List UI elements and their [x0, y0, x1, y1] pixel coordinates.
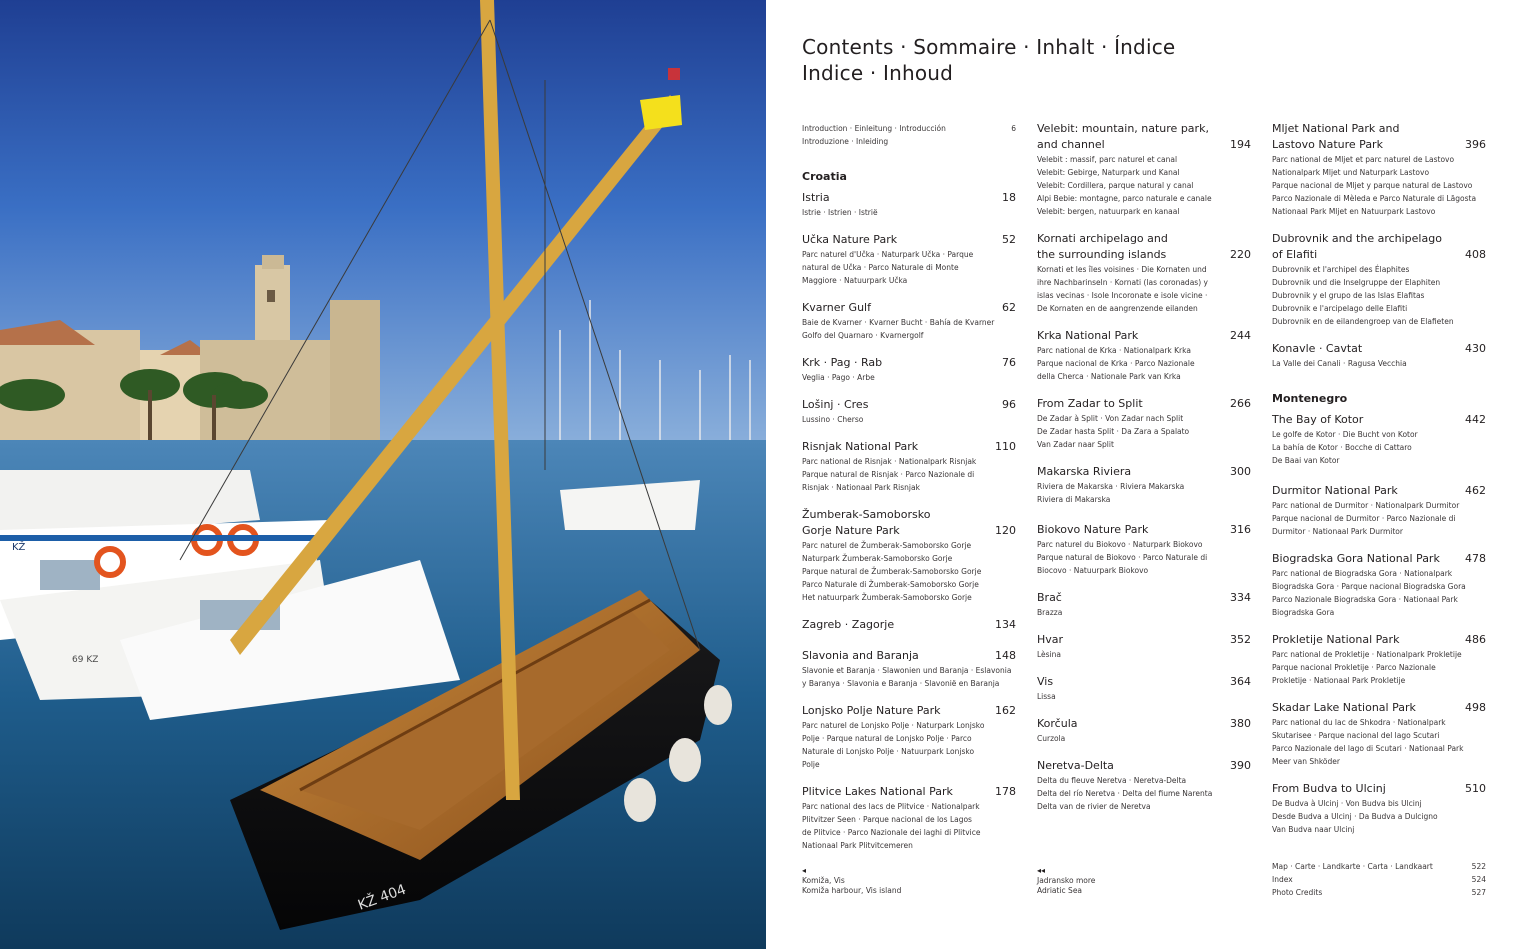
toc-entry-sub: Parque natural de Biokovo · Parco Naturale di: [1037, 553, 1208, 562]
toc-entry-sub: Velebit: Gebirge, Naturpark und Kanal: [1037, 168, 1180, 177]
toc-entry-page: 110: [995, 440, 1016, 453]
page-title-line1: Contents · Sommaire · Inhalt · Índice: [802, 35, 1176, 59]
toc-entry[interactable]: [1272, 231, 1486, 328]
toc-entry-title: From Zadar to Split: [1037, 397, 1143, 410]
toc-entry[interactable]: [1272, 781, 1486, 836]
toc-entry-sub: Parc national des lacs de Plitvice · Nationalpark: [802, 802, 980, 811]
toc-entry-title: Biogradska Gora National Park: [1272, 552, 1440, 565]
toc-entry-sub: Nationaal Park Plitvitcemeren: [802, 841, 913, 850]
toc-entry-page: 300: [1230, 465, 1251, 478]
toc-entry[interactable]: [802, 439, 1016, 494]
toc-entry[interactable]: [1272, 551, 1486, 619]
toc-entry-page: 148: [995, 649, 1016, 662]
toc-entry-page: 162: [995, 704, 1016, 717]
toc-entry[interactable]: [1272, 632, 1486, 687]
toc-entry-sub: Baie de Kvarner · Kvarner Bucht · Bahía de Kvarner: [802, 318, 995, 327]
toc-entry-sub: Lussino · Cherso: [802, 415, 864, 424]
toc-entry[interactable]: [802, 507, 1016, 604]
toc-entry-sub: Parc naturel du Biokovo · Naturpark Biokovo: [1037, 540, 1203, 549]
toc-entry-title: Slavonia and Baranja: [802, 649, 919, 662]
toc-entry-sub: Lèsina: [1037, 650, 1062, 659]
caption-line1: Jadransko more: [1037, 876, 1096, 885]
toc-entry-sub: Parque nacional de Krka · Parco Nazionale: [1037, 359, 1195, 368]
toc-entry-sub: Skutarisee · Parque nacional del lago Scutari: [1272, 731, 1440, 740]
toc-entry-sub: Parc national de Risnjak · Nationalpark Risnjak: [802, 457, 977, 466]
boat-registration: KŽ 404: [355, 881, 409, 914]
toc-entry-page: 364: [1230, 675, 1251, 688]
toc-entry[interactable]: [802, 784, 1016, 852]
toc-entry[interactable]: [1037, 396, 1251, 451]
toc-entry[interactable]: [802, 300, 1016, 342]
toc-entry-sub: Parco Naturale di Žumberak-Samoborsko Gorje: [802, 580, 979, 589]
toc-entry-title: Skadar Lake National Park: [1272, 701, 1416, 714]
toc-entry[interactable]: [1037, 758, 1251, 813]
toc-entry-title: From Budva to Ulcinj: [1272, 782, 1386, 795]
toc-entry-title: Konavle · Cavtat: [1272, 342, 1363, 355]
boat-registration-small: 69 KZ: [72, 655, 99, 665]
toc-entry-sub: Golfo del Quarnaro · Kvarnergolf: [802, 331, 924, 340]
toc-entry-page: 442: [1465, 413, 1486, 426]
toc-entry-sub: natural de Učka · Parco Naturale di Monte: [802, 263, 959, 272]
toc-entry-page: 244: [1230, 329, 1251, 342]
toc-entry-sub: y Baranya · Slavonia e Baranja · Slavonië en Baranja: [802, 679, 1000, 688]
toc-entry-sub: islas vecinas · Isole Incoronate e isole vicine ·: [1037, 291, 1208, 300]
toc-end-label: Map · Carte · Landkarte · Carta · Landkaart: [1272, 862, 1433, 871]
toc-entry-sub: Kornati et les îles voisines · Die Kornaten und: [1037, 265, 1207, 274]
toc-entry-sub: Parc naturel de Lonjsko Polje · Naturpark Lonjsko: [802, 721, 985, 730]
toc-end-page: 524: [1471, 875, 1486, 884]
toc-entry-sub: Curzola: [1037, 734, 1066, 743]
toc-entry-sub: Nationalpark Mljet und Naturpark Lastovo: [1272, 168, 1430, 177]
toc-entry-title: Gorje Nature Park: [802, 524, 900, 537]
toc-entry-title: Žumberak-Samoborsko: [802, 508, 931, 521]
toc-entry-title: Zagreb · Zagorje: [802, 618, 895, 631]
toc-entry-title: and channel: [1037, 138, 1105, 151]
toc-entry[interactable]: [1037, 328, 1251, 383]
toc-entry-sub: Biogradska Gora: [1272, 608, 1335, 617]
toc-entry-sub: Alpi Bebie: montagne, parco naturale e canale: [1037, 194, 1212, 203]
toc-entry-sub: Lissa: [1037, 692, 1056, 701]
toc-entry-sub: Parc national du lac de Shkodra · Nationalpark: [1272, 718, 1446, 727]
page-title: [802, 34, 1175, 86]
toc-entry-page: 76: [1002, 356, 1016, 369]
toc-entry-title: the surrounding islands: [1037, 248, 1167, 261]
toc-entry-sub: Parc national de Prokletije · Nationalpark Prokletije: [1272, 650, 1462, 659]
toc-entry-title: Risnjak National Park: [802, 440, 919, 453]
toc-entry-title: Lošinj · Cres: [802, 398, 869, 411]
toc-entry-sub: Slavonie et Baranja · Slawonien und Baranja · Eslavonia: [802, 666, 1012, 675]
toc-entry-sub: Parc national de Durmitor · Nationalpark Durmitor: [1272, 501, 1460, 510]
toc-entry-sub: Parco Nazionale Biogradska Gora · Nationaal Park: [1272, 595, 1458, 604]
toc-entry-sub: La Valle dei Canali · Ragusa Vecchia: [1272, 359, 1407, 368]
boat-registration-small2: KŽ: [12, 542, 26, 553]
toc-entry-page: 96: [1002, 398, 1016, 411]
caption-arrow-icon: ◂: [802, 866, 807, 875]
toc-end-label: Index: [1272, 875, 1293, 884]
toc-entry-page: 510: [1465, 782, 1486, 795]
toc-entry-title: Istria: [802, 191, 830, 204]
toc-entry-sub: Risnjak · Nationaal Park Risnjak: [802, 483, 920, 492]
toc-entry-sub: De Budva à Ulcinj · Von Budva bis Ulcinj: [1272, 799, 1422, 808]
toc-entry-sub: Dubrovnik et l'archipel des Élaphites: [1272, 265, 1410, 274]
toc-entry-sub: della Cherca · Nationale Park van Krka: [1037, 372, 1181, 381]
toc-entry[interactable]: [802, 190, 1016, 219]
toc-entry-title: Krka National Park: [1037, 329, 1139, 342]
toc-entry-page: 62: [1002, 301, 1016, 314]
toc-entry-sub: Riviera di Makarska: [1037, 495, 1111, 504]
toc-entry-sub: Istrie · Istrien · Istrië: [802, 208, 878, 217]
toc-entry-sub: Parque nacional de Mljet y parque natural de Lastovo: [1272, 181, 1473, 190]
toc-entry-sub: De Zadar à Split · Von Zadar nach Split: [1037, 414, 1184, 423]
toc-intro-line1: Introduction · Einleitung · Introducción: [802, 124, 946, 133]
toc-entry-title: Učka Nature Park: [802, 233, 898, 246]
toc-entry-sub: Biocovo · Natuurpark Biokovo: [1037, 566, 1149, 575]
toc-entry-title: Mljet National Park and: [1272, 122, 1400, 135]
toc-end-page: 522: [1471, 862, 1486, 871]
toc-entry-title: Vis: [1037, 675, 1054, 688]
toc-entry[interactable]: [802, 617, 1016, 633]
toc-entry-page: 134: [995, 618, 1016, 631]
toc-entry[interactable]: [802, 355, 1016, 384]
toc-entry-title: Biokovo Nature Park: [1037, 523, 1149, 536]
toc-entry[interactable]: [802, 648, 1016, 690]
toc-entry[interactable]: [802, 232, 1016, 287]
toc-end-label: Photo Credits: [1272, 888, 1323, 897]
photo-caption: [1037, 866, 1251, 896]
toc-entry-sub: La bahía de Kotor · Bocche di Cattaro: [1272, 443, 1412, 452]
toc-entry-title: Plitvice Lakes National Park: [802, 785, 953, 798]
toc-entry-sub: Durmitor · Nationaal Park Durmitor: [1272, 527, 1403, 536]
toc-entry-sub: Parc naturel de Žumberak-Samoborsko Gorje: [802, 541, 972, 550]
toc-entry[interactable]: [1272, 121, 1486, 218]
toc-entry-sub: De Baai van Kotor: [1272, 456, 1340, 465]
toc-entry[interactable]: [1037, 632, 1251, 661]
toc-entry-sub: Naturale di Lonjsko Polje · Natuurpark Lonjsko: [802, 747, 975, 756]
toc-entry[interactable]: [802, 703, 1016, 771]
toc-entry-page: 120: [995, 524, 1016, 537]
toc-entry-sub: Delta van de rivier de Neretva: [1037, 802, 1151, 811]
toc-entry-title: Kvarner Gulf: [802, 301, 871, 314]
toc-entry[interactable]: [1037, 121, 1251, 218]
toc-entry-page: 396: [1465, 138, 1486, 151]
toc-entry-sub: Delta du fleuve Neretva · Neretva-Delta: [1037, 776, 1187, 785]
toc-intro[interactable]: [802, 122, 1016, 148]
toc-entry-title: Hvar: [1037, 633, 1064, 646]
toc-entry-page: 352: [1230, 633, 1251, 646]
toc-entry-sub: Veglia · Pago · Arbe: [802, 373, 875, 382]
toc-entry-page: 408: [1465, 248, 1486, 261]
toc-entry-title: Makarska Riviera: [1037, 465, 1132, 478]
toc-entry-sub: Naturpark Žumberak-Samoborsko Gorje: [802, 554, 953, 563]
toc-entry-sub: Parc national de Biogradska Gora · Nationalpark: [1272, 569, 1453, 578]
toc-entry-page: 316: [1230, 523, 1251, 536]
toc-entry-sub: Polje: [802, 760, 820, 769]
toc-entry-sub: Polje · Parque natural de Lonjsko Polje · Parco: [802, 734, 972, 743]
toc-entry-title: Krk · Pag · Rab: [802, 356, 883, 369]
section-croatia: Croatia: [802, 170, 847, 183]
toc-entry-page: 380: [1230, 717, 1251, 730]
page-title-line2: Indice · Inhoud: [802, 61, 954, 85]
toc-entry-title: Brač: [1037, 591, 1062, 604]
toc-entry-sub: Velebit: bergen, natuurpark en kanaal: [1037, 207, 1180, 216]
toc-entry-sub: Parc national de Mljet et parc naturel de Lastovo: [1272, 155, 1455, 164]
caption-line2: Komiža harbour, Vis island: [802, 886, 902, 895]
section-montenegro: Montenegro: [1272, 392, 1348, 405]
toc-entry-sub: Parque natural de Žumberak-Samoborsko Gorje: [802, 567, 982, 576]
toc-entry-page: 52: [1002, 233, 1016, 246]
toc-entry-sub: Plitvitzer Seen · Parque nacional de los Lagos: [802, 815, 972, 824]
toc-entry-sub: Het natuurpark Žumberak-Samoborsko Gorje: [802, 593, 972, 602]
toc-entry[interactable]: [1037, 464, 1251, 506]
toc-entry[interactable]: [1272, 341, 1486, 370]
toc-entry-sub: Delta del río Neretva · Delta del fiume Narenta: [1037, 789, 1213, 798]
toc-entry-sub: Parco Nazionale del lago di Scutari · Nationaal Park: [1272, 744, 1464, 753]
toc-entry-page: 194: [1230, 138, 1251, 151]
toc-entry-sub: de Plitvice · Parco Nazionale dei laghi di Plitvice: [802, 828, 981, 837]
toc-entry-page: 334: [1230, 591, 1251, 604]
toc-entry[interactable]: [1037, 590, 1251, 619]
toc-entry-sub: Maggiore · Natuurpark Učka: [802, 276, 908, 285]
toc-entry[interactable]: [1272, 412, 1486, 467]
toc-entry-sub: Velebit : massif, parc naturel et canal: [1037, 155, 1178, 164]
toc-end-page: 527: [1471, 888, 1486, 897]
toc-entry-sub: Parque nacional Prokletije · Parco Nazionale: [1272, 663, 1436, 672]
toc-entry[interactable]: [1037, 522, 1251, 577]
toc-entry-page: 478: [1465, 552, 1486, 565]
toc-intro-line2: Introduzione · Inleiding: [802, 137, 889, 146]
toc-entry-sub: Van Budva naar Ulcinj: [1272, 825, 1355, 834]
caption-line1: Komiža, Vis: [802, 876, 845, 885]
toc-entry[interactable]: [1037, 231, 1251, 315]
toc-entry-page: 18: [1002, 191, 1016, 204]
caption-line2: Adriatic Sea: [1037, 886, 1083, 895]
toc-intro-page: 6: [1011, 124, 1016, 133]
toc-entry-sub: Van Zadar naar Split: [1037, 440, 1114, 449]
toc-entry-sub: Dubrovnik y el grupo de las Islas Elafitas: [1272, 291, 1425, 300]
toc-entry-title: Dubrovnik and the archipelago: [1272, 232, 1442, 245]
toc-entry-page: 462: [1465, 484, 1486, 497]
toc-end-row[interactable]: [1272, 873, 1486, 886]
toc-entry-sub: Prokletije · Nationaal Park Prokletije: [1272, 676, 1406, 685]
toc-entry-sub: Riviera de Makarska · Riviera Makarska: [1037, 482, 1185, 491]
toc-entry-sub: Parque nacional de Durmitor · Parco Nazionale di: [1272, 514, 1456, 523]
toc-entry-title: of Elafiti: [1272, 248, 1318, 261]
toc-entry[interactable]: [1272, 483, 1486, 538]
toc-entry-sub: Parco Nazionale di Mèleda e Parco Naturale di Lăgosta: [1272, 194, 1477, 203]
toc-entry-title: Prokletije National Park: [1272, 633, 1400, 646]
toc-entry-sub: Biogradska Gora · Parque nacional Biogradska Gora: [1272, 582, 1466, 591]
toc-entry[interactable]: [1037, 716, 1251, 745]
toc-entry-title: Lonjsko Polje Nature Park: [802, 704, 941, 717]
toc-entry-title: Velebit: mountain, nature park,: [1037, 122, 1209, 135]
toc-entry-title: Korčula: [1037, 717, 1078, 730]
toc-entry-page: 266: [1230, 397, 1251, 410]
toc-end-row[interactable]: [1272, 860, 1486, 873]
toc-entry-sub: De Kornaten en de aangrenzende eilanden: [1037, 304, 1198, 313]
toc-entry-sub: Desde Budva a Ulcinj · Da Budva a Dulcigno: [1272, 812, 1438, 821]
toc-entry-page: 498: [1465, 701, 1486, 714]
toc-entry-sub: Parque natural de Risnjak · Parco Nazionale di: [802, 470, 975, 479]
toc-entry-sub: Parc national de Krka · Nationalpark Krka: [1037, 346, 1191, 355]
toc-entry-sub: Nationaal Park Mljet en Natuurpark Lastovo: [1272, 207, 1436, 216]
caption-arrow-icon: ◂◂: [1037, 866, 1046, 875]
toc-entry-sub: Meer van Shköder: [1272, 757, 1340, 766]
toc-entry-title: Durmitor National Park: [1272, 484, 1398, 497]
toc-entry-sub: Dubrovnik und die Inselgruppe der Elaphiten: [1272, 278, 1441, 287]
toc-entry-sub: ihre Nachbarinseln · Kornati (las coronadas) y: [1037, 278, 1208, 287]
toc-entry-page: 486: [1465, 633, 1486, 646]
photo-caption: [802, 866, 1016, 896]
toc-entry-title: Neretva-Delta: [1037, 759, 1114, 772]
toc-entry-sub: Velebit: Cordillera, parque natural y canal: [1037, 181, 1194, 190]
toc-entry-page: 178: [995, 785, 1016, 798]
toc-entry[interactable]: [1037, 674, 1251, 703]
toc-entry-page: 390: [1230, 759, 1251, 772]
toc-entry-sub: Le golfe de Kotor · Die Bucht von Kotor: [1272, 430, 1418, 439]
toc-entry-page: 430: [1465, 342, 1486, 355]
toc-entry[interactable]: [802, 397, 1016, 426]
toc-entry-sub: De Zadar hasta Split · Da Zara a Spalato: [1037, 427, 1190, 436]
toc-entry-page: 220: [1230, 248, 1251, 261]
toc-entry-title: Lastovo Nature Park: [1272, 138, 1383, 151]
toc-end-row[interactable]: [1272, 886, 1486, 899]
toc-entry-title: The Bay of Kotor: [1272, 413, 1364, 426]
toc-entry-sub: Brazza: [1037, 608, 1063, 617]
toc-entry-title: Kornati archipelago and: [1037, 232, 1168, 245]
toc-entry[interactable]: [1272, 700, 1486, 768]
toc-entry-sub: Dubrovnik e l'arcipelago delle Elafiti: [1272, 304, 1408, 313]
toc-entry-sub: Dubrovnik en de eilandengroep van de Elafieten: [1272, 317, 1454, 326]
toc-entry-sub: Parc naturel d'Učka · Naturpark Učka · Parque: [802, 250, 974, 259]
